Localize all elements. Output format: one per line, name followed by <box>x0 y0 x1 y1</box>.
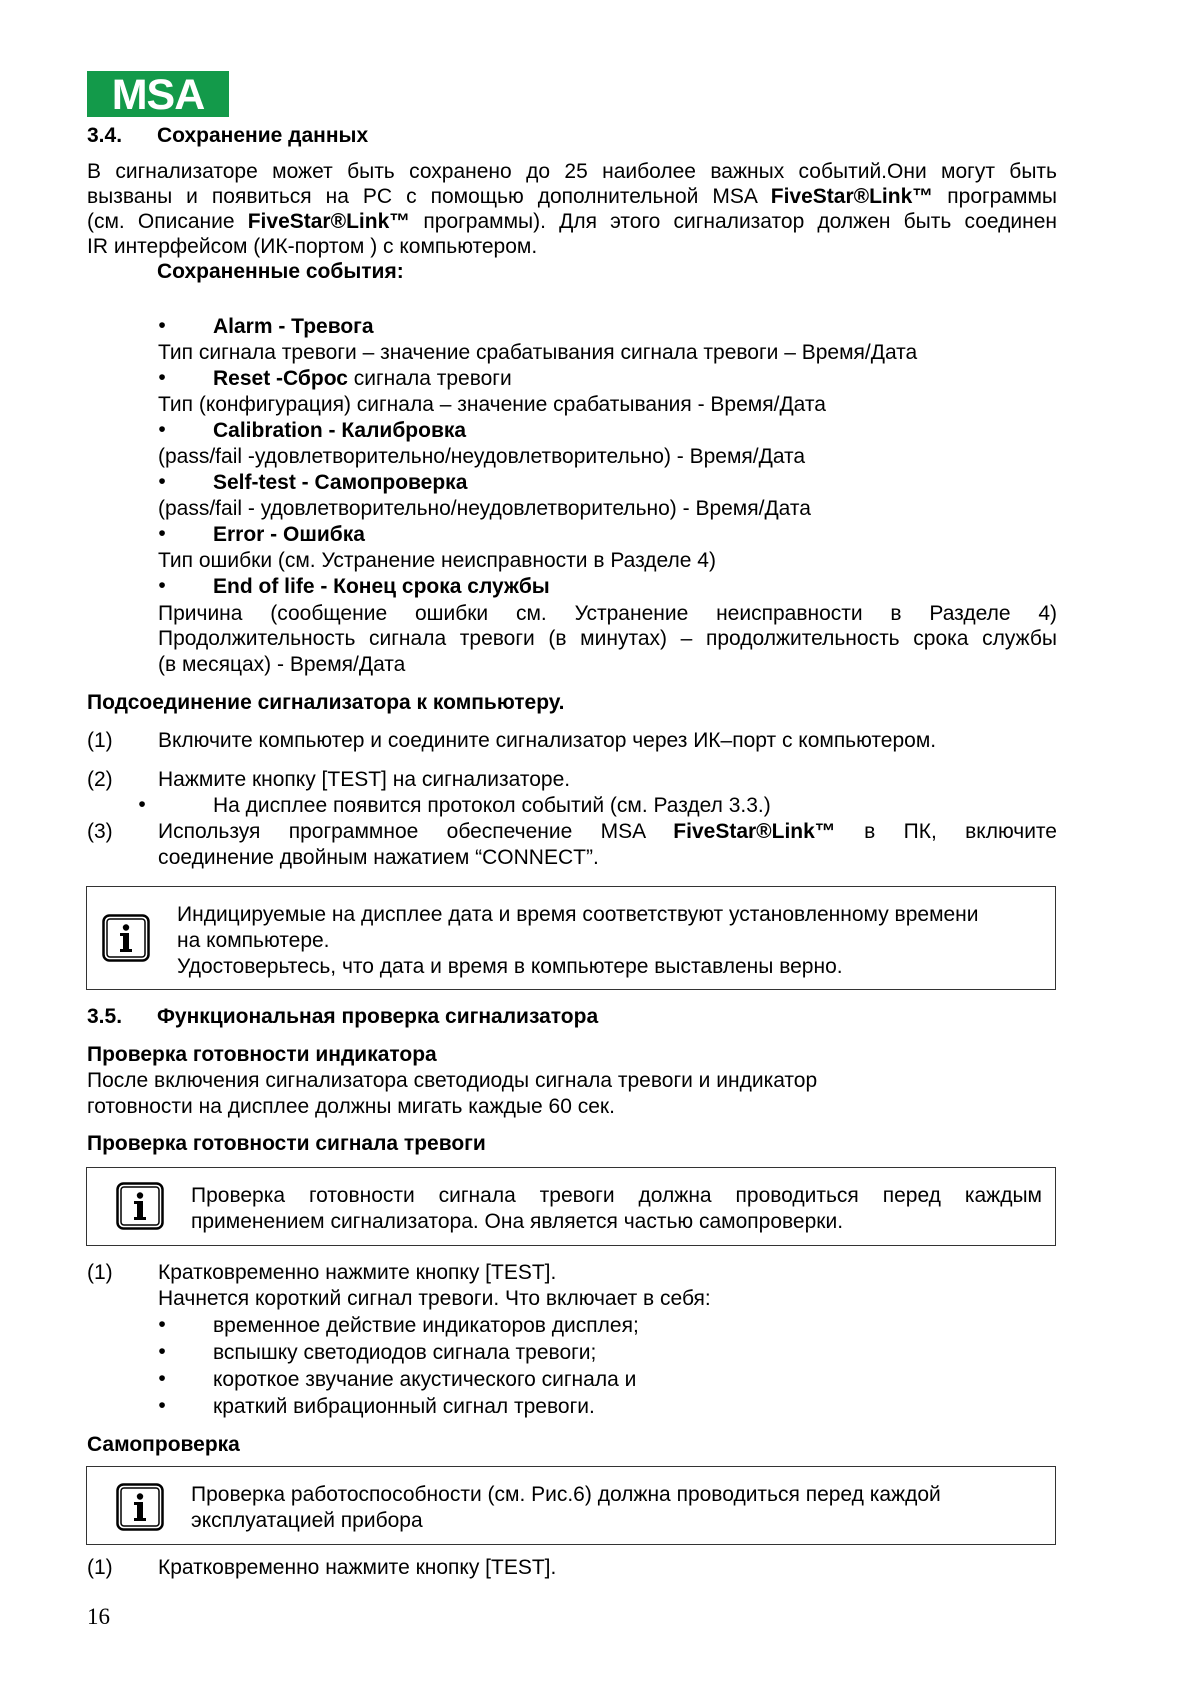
intro-line-2: вызваны и появиться на PC с помощью дополнительной MSA FiveStar®Link™ программы <box>87 185 1057 208</box>
event-title-calibration: Calibration - Калибровка <box>213 419 467 442</box>
section-title-3-4: Сохранение данных <box>157 124 369 147</box>
bullet: • <box>158 574 166 597</box>
alarm-heading: Проверка готовности сигнала тревоги <box>87 1132 486 1155</box>
event-title-alarm: Alarm - Тревога <box>213 315 374 338</box>
alarm-step-1: Кратковременно нажмите кнопку [TEST]. <box>158 1261 557 1284</box>
bullet: • <box>138 793 146 816</box>
note-selftest-line-1: Проверка работоспособности (см. Рис.6) должна проводиться перед каждой <box>191 1483 941 1506</box>
info-icon <box>116 1483 164 1531</box>
bullet: • <box>158 470 166 493</box>
info-icon <box>102 914 150 962</box>
event-desc-error: Тип ошибки (см. Устранение неисправности в Разделе 4) <box>158 549 716 572</box>
bullet: • <box>158 314 166 337</box>
bullet: • <box>158 1313 166 1336</box>
event-desc-alarm: Тип сигнала тревоги – значение срабатывания сигнала тревоги – Время/Дата <box>158 341 918 364</box>
event-title-eol: End of life - Конец срока службы <box>213 575 550 598</box>
eol-line-3: (в месяцах) - Время/Дата <box>158 653 406 676</box>
event-desc-selftest: (pass/fail - удовлетворительно/неудовлетворительно) - Время/Дата <box>158 497 811 520</box>
intro-line-3: (см. Описание FiveStar®Link™ программы). Для этого сигнализатор должен быть соединен <box>87 210 1057 233</box>
bullet: • <box>158 522 166 545</box>
note-datetime-line-2: на компьютере. <box>177 929 330 952</box>
alarm-bullet-item: вспышку светодиодов сигнала тревоги; <box>213 1341 597 1364</box>
step-number: (1) <box>87 1556 113 1579</box>
note-box-alarm <box>86 1167 1056 1246</box>
connect-step-3-line-2: соединение двойным нажатием “CONNECT”. <box>158 846 599 869</box>
connect-step-2: Нажмите кнопку [TEST] на сигнализаторе. <box>158 768 571 791</box>
alarm-bullet-item: временное действие индикаторов дисплея; <box>213 1314 639 1337</box>
self-test-heading: Самопроверка <box>87 1433 240 1456</box>
event-desc-calibration: (pass/fail -удовлетворительно/неудовлетворительно) - Время/Дата <box>158 445 806 468</box>
event-title-reset: Reset -Сброс сигнала тревоги <box>213 367 512 390</box>
connect-step-1: Включите компьютер и соедините сигнализатор через ИК–порт с компьютером. <box>158 729 937 752</box>
section-number-3-4: 3.4. <box>87 124 123 147</box>
note-datetime-line-1: Индицируемые на дисплее дата и время соответствуют установленному времени <box>177 903 979 926</box>
bullet: • <box>158 1367 166 1390</box>
note-alarm-line-1: Проверка готовности сигнала тревоги должна проводиться перед каждым <box>191 1184 1042 1207</box>
event-desc-reset: Тип (конфигурация) сигнала – значение срабатывания - Время/Дата <box>158 393 826 416</box>
bullet: • <box>158 418 166 441</box>
eol-line-1: Причина (сообщение ошибки см. Устранение неисправности в Разделе 4) <box>158 602 1057 625</box>
info-icon <box>116 1182 164 1230</box>
events-heading: Сохраненные события: <box>157 260 404 283</box>
note-box-datetime <box>86 886 1056 990</box>
event-title-error: Error - Ошибка <box>213 523 365 546</box>
intro-line-4: IR интерфейсом (ИК-портом ) с компьютером. <box>87 235 538 258</box>
note-selftest-line-2: эксплуатацией прибора <box>191 1509 423 1532</box>
note-box-selftest <box>86 1466 1056 1545</box>
ready-line-2: готовности на дисплее должны мигать каждые 60 сек. <box>87 1095 615 1118</box>
section-number-3-5: 3.5. <box>87 1005 123 1028</box>
step-number: (1) <box>87 1261 113 1284</box>
note-alarm-line-2: применением сигнализатора. Она является частью самопроверки. <box>191 1210 844 1233</box>
step-number: (3) <box>87 820 113 843</box>
eol-line-2: Продолжительность сигнала тревоги (в минутах) – продолжительность срока службы <box>158 627 1057 650</box>
intro-line-1: В сигнализаторе может быть сохранено до 25 наиболее важных событий.Они могут быть <box>87 160 1057 183</box>
self-step-1: Кратковременно нажмите кнопку [TEST]. <box>158 1556 557 1579</box>
alarm-bullet-item: короткое звучание акустического сигнала и <box>213 1368 637 1391</box>
bullet: • <box>158 366 166 389</box>
section-title-3-5: Функциональная проверка сигнализатора <box>157 1005 599 1028</box>
step-number: (1) <box>87 729 113 752</box>
step-number: (2) <box>87 768 113 791</box>
ready-line-1: После включения сигнализатора светодиоды сигнала тревоги и индикатор <box>87 1069 818 1092</box>
connect-step-3-line-1: Используя программное обеспечение MSA FiveStar®Link™ в ПК, включите <box>158 820 1057 843</box>
connect-step-2-bullet: На дисплее появится протокол событий (см. Раздел 3.3.) <box>213 794 771 817</box>
note-datetime-line-3: Удостоверьтесь, что дата и время в компьютере выставлены верно. <box>177 955 843 978</box>
event-title-selftest: Self-test - Самопроверка <box>213 471 468 494</box>
msa-logo <box>87 71 229 117</box>
page-number: 16 <box>87 1604 110 1629</box>
connect-heading: Подсоединение сигнализатора к компьютеру. <box>87 691 565 714</box>
bullet: • <box>158 1394 166 1417</box>
bullet: • <box>158 1340 166 1363</box>
logo-text: MSA <box>111 71 205 119</box>
alarm-step-1-sub: Начнется короткий сигнал тревоги. Что включает в себя: <box>158 1287 711 1310</box>
ready-heading: Проверка готовности индикатора <box>87 1043 437 1066</box>
alarm-bullet-item: краткий вибрационный сигнал тревоги. <box>213 1395 595 1418</box>
